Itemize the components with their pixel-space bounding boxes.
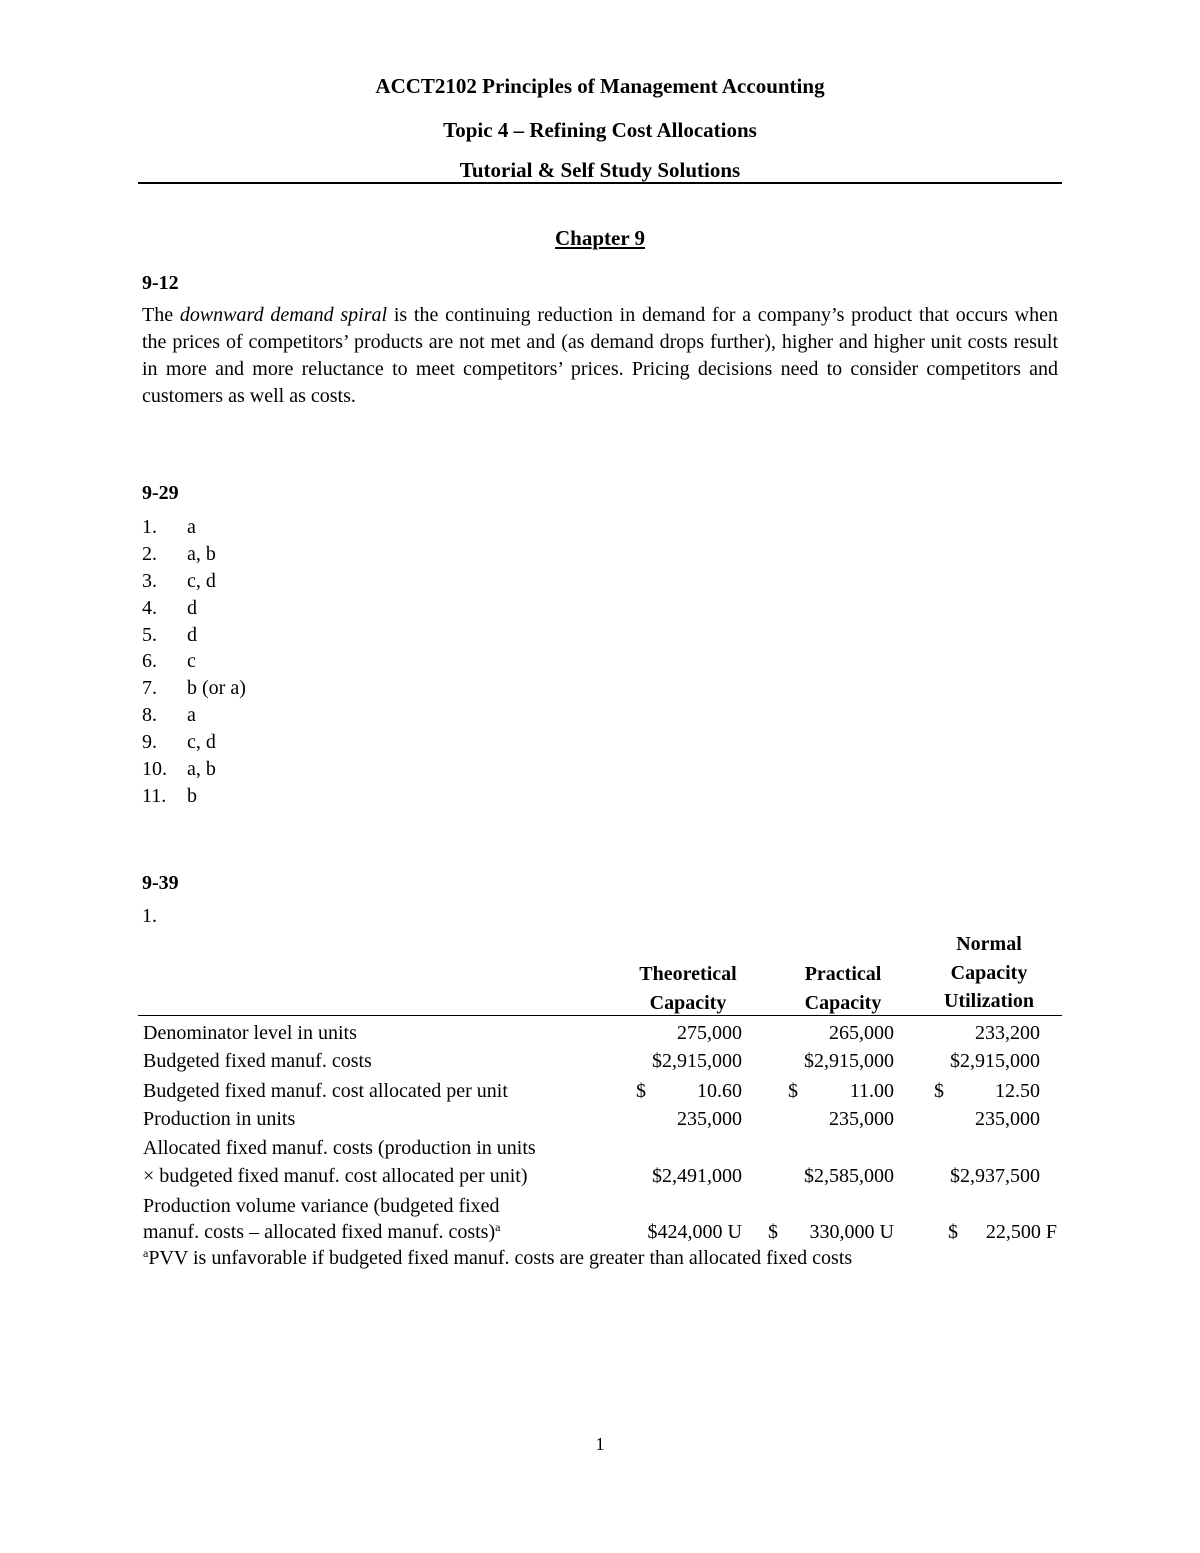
item-number: 6. <box>142 650 157 673</box>
footnote-marker: a <box>143 1246 149 1260</box>
cell-theoretical: $2,915,000 <box>652 1050 742 1072</box>
cell-practical: 235,000 <box>829 1108 894 1130</box>
item-number: 4. <box>142 596 157 619</box>
item-answer: c, d <box>187 731 216 754</box>
currency-sign: $ <box>934 1080 944 1102</box>
cell-theoretical: $424,000 U <box>647 1221 742 1243</box>
item-number: 10. <box>142 758 167 781</box>
item-number: 5. <box>142 623 157 646</box>
cell-practical: $2,585,000 <box>804 1165 894 1187</box>
item-number: 9. <box>142 731 157 754</box>
cell-normal: $2,915,000 <box>950 1050 1040 1072</box>
cell-theoretical: 10.60 <box>697 1080 742 1102</box>
cell-theoretical: 275,000 <box>677 1022 742 1044</box>
column-header-line: Practical <box>804 963 882 985</box>
row-label-rate: Budgeted fixed manuf. cost allocated per unit <box>143 1080 508 1102</box>
paragraph-rest: is the continuing reduction in demand for a company’s product that occurs when the prices of competitors’ products are not met and (as demand drops further), higher and higher unit costs result in more and more reluctance to meet competitors’ prices. Pricing decisions need to consider competitors and customers as well as costs. <box>142 304 1058 407</box>
question-number-9-12: 9-12 <box>142 272 179 294</box>
item-number: 2. <box>142 542 157 565</box>
part-number: 1. <box>142 905 157 927</box>
document-subtitle: Tutorial & Self Study Solutions <box>459 158 741 182</box>
column-header-line: Utilization <box>944 990 1034 1012</box>
row-label-pvv-line1: Production volume variance (budgeted fixed <box>143 1195 500 1217</box>
item-number: 11. <box>142 784 167 807</box>
question-number-9-29: 9-29 <box>142 482 179 504</box>
item-number: 8. <box>142 704 157 727</box>
footnote-text: PVV is unfavorable if budgeted fixed manuf. costs are greater than allocated fixed costs <box>148 1247 853 1269</box>
item-answer: c, d <box>187 569 216 592</box>
column-header-theoretical <box>598 960 778 1017</box>
currency-sign: $ <box>788 1080 798 1102</box>
currency-sign: $ <box>636 1080 646 1102</box>
cell-practical: 11.00 <box>849 1080 894 1102</box>
cell-practical: 265,000 <box>829 1022 894 1044</box>
cell-theoretical: $2,491,000 <box>652 1165 742 1187</box>
item-answer: a <box>187 704 196 727</box>
cell-practical: 330,000 U <box>809 1221 894 1243</box>
item-number: 1. <box>142 516 157 538</box>
cell-theoretical: 235,000 <box>677 1108 742 1130</box>
column-header-line: Normal <box>956 933 1022 955</box>
topic-title: Topic 4 – Refining Cost Allocations <box>443 118 757 142</box>
item-answer: d <box>187 596 197 619</box>
chapter-heading: Chapter 9 <box>554 226 646 250</box>
cell-normal: $2,937,500 <box>950 1165 1040 1187</box>
cell-normal: 235,000 <box>975 1108 1040 1130</box>
paragraph-start: The <box>142 304 180 326</box>
item-number: 7. <box>142 677 157 700</box>
item-answer: b <box>187 784 197 807</box>
table-header-rule <box>138 1015 1062 1016</box>
footnote-marker: a <box>495 1220 501 1234</box>
question-number-9-39: 9-39 <box>142 872 179 894</box>
column-header-line: Capacity <box>804 991 882 1014</box>
cell-practical: $2,915,000 <box>804 1050 894 1072</box>
item-answer: c <box>187 650 196 673</box>
item-answer: a <box>187 516 196 538</box>
row-label-text: manuf. costs – allocated fixed manuf. costs) <box>143 1221 496 1243</box>
row-label-allocated-line1: Allocated fixed manuf. costs (production in units <box>143 1137 536 1159</box>
row-label-production: Production in units <box>143 1108 296 1130</box>
header-divider <box>138 182 1062 184</box>
page-number: 1 <box>595 1434 605 1454</box>
cell-normal: 12.50 <box>995 1080 1040 1102</box>
currency-sign: $ <box>768 1221 778 1243</box>
column-header-normal <box>899 930 1079 1016</box>
row-label-allocated-line2: × budgeted fixed manuf. cost allocated per unit) <box>143 1165 528 1187</box>
item-answer: a, b <box>187 758 216 781</box>
row-label-pvv-line2 <box>143 1218 500 1246</box>
row-label-budgeted: Budgeted fixed manuf. costs <box>143 1050 372 1072</box>
item-answer: d <box>187 623 197 646</box>
item-answer: b (or a) <box>187 677 246 700</box>
table-footnote <box>143 1244 852 1272</box>
cell-normal: 22,500 F <box>985 1221 1057 1243</box>
item-number: 3. <box>142 569 157 592</box>
answer-paragraph-9-12 <box>142 302 1058 410</box>
row-label-denominator: Denominator level in units <box>143 1022 357 1044</box>
column-header-line: Theoretical <box>639 963 737 985</box>
item-answer: a, b <box>187 542 216 565</box>
key-term: downward demand spiral <box>179 304 388 326</box>
course-title: ACCT2102 Principles of Management Accounting <box>375 74 825 98</box>
column-header-line: Capacity <box>950 961 1028 984</box>
column-header-line: Capacity <box>649 991 727 1014</box>
cell-normal: 233,200 <box>975 1022 1040 1044</box>
currency-sign: $ <box>948 1221 958 1243</box>
